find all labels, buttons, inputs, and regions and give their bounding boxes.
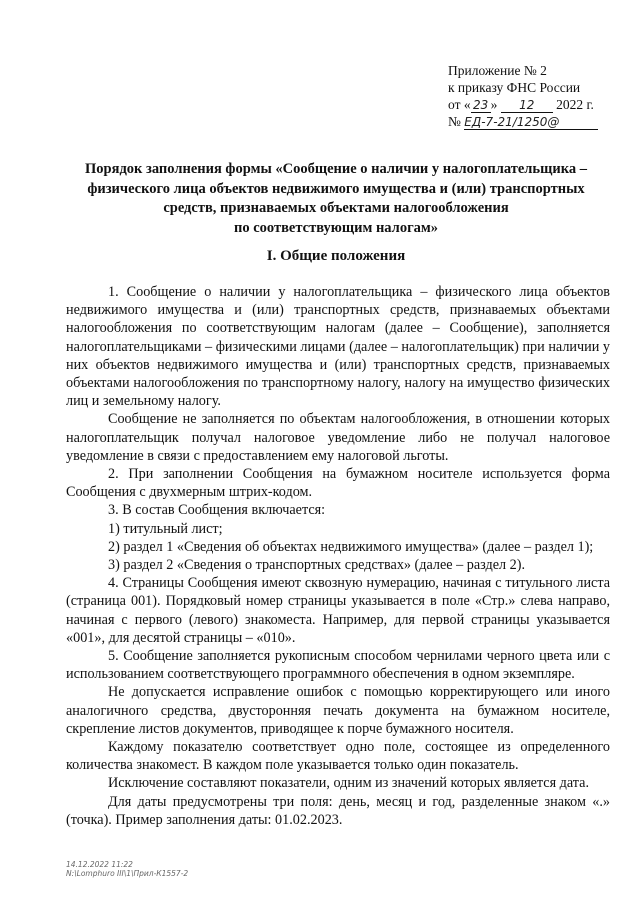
footer-line-2: N:\Lomphuro III\1\Прил-К1557-2 [66,869,189,878]
paragraph: Исключение составляют показатели, одним из значений которых является дата. [108,775,590,792]
document-body [66,283,610,829]
annex-number-prefix: № [448,114,461,129]
paragraph: 2. При заполнении Сообщения на бумажном носителе используется форма Сообщения с двухмерным штрих-кодом. [66,466,610,501]
annex-number-value: ЕД-7-21/1250@ [464,115,598,130]
annex-line-1: Приложение № 2 [448,63,547,78]
paragraph: 1. Сообщение о наличии у налогоплательщика – физического лица объектов недвижимого имущества и (или) транспортных средств, признаваемых объектами налогообложения по соответствующим налогам (далее – Сообщение), заполняется налогоплательщиками – физическими лицами (далее – налогоплательщик) при наличии у них объектов недвижимого имущества и (или) транспортных средств, признаваемых объектами налогообложения по транспортному налогу, налогу на имущество физических лиц и земельному налогу. [66,284,610,410]
annex-line-2: к приказу ФНС России [448,80,581,95]
paragraph: 2) раздел 1 «Сведения об объектах недвижимого имущества» (далее – раздел 1); [108,538,594,555]
paragraph: 3) раздел 2 «Сведения о транспортных средствах» (далее – раздел 2). [108,557,526,574]
footer-stamp [66,860,188,878]
footer-line-1: 14.12.2022 11:22 [66,860,133,869]
annex-date-year: 2022 г. [556,97,594,112]
paragraph: 3. В состав Сообщения включается: [108,502,326,519]
paragraph: Каждому показателю соответствует одно поле, состоящее из определенного количества знакомест. В каждом поле указывается только один показатель. [66,739,610,774]
title-line: средств, признаваемых объектами налогообложения [163,200,509,216]
annex-date-day: 23 [471,98,491,113]
annex-number [448,113,618,130]
paragraph: Для даты предусмотрены три поля: день, месяц и год, разделенные знаком «.» (точка). Пример заполнения даты: 01.02.2023. [66,793,610,828]
annex-date-mid: » [490,97,498,112]
annex-date-month: 12 [501,98,553,113]
annex-date [448,96,618,113]
paragraph: Не допускается исправление ошибок с помощью корректирующего или иного аналогичного средства, двусторонняя печать документа на бумажном носителе, скрепление листов документов, приводящее к порче бумажного носителя. [66,684,610,737]
paragraph: 4. Страницы Сообщения имеют сквозную нумерацию, начиная с титульного листа (страница 001). Порядковый номер страницы указывается в поле «Стр.» слева направо, начиная с первого (левого) знакоместа. Например, для первой страницы указывается «001», для десятой страницы – «010». [66,575,610,646]
title-line: физического лица объектов недвижимого имущества и (или) транспортных [87,180,585,197]
section-title: I. Общие положения [266,248,406,264]
document-title [66,160,606,238]
paragraph: 1) титульный лист; [108,520,223,537]
paragraph: 5. Сообщение заполняется рукописным способом чернилами черного цвета или с использованием соответствующего программного обеспечения в одном экземпляре. [66,648,610,683]
title-line: по соответствующим налогам» [233,219,439,236]
title-line: Порядок заполнения формы «Сообщение о наличии у налогоплательщика – [85,161,587,177]
annex-block [448,62,618,130]
paragraph: Сообщение не заполняется по объектам налогообложения, в отношении которых налогоплательщик получал налоговое уведомление либо не получал налоговое уведомление в связи с предоставлением ему налоговой льготы. [66,411,610,464]
annex-date-prefix: от « [448,97,471,112]
